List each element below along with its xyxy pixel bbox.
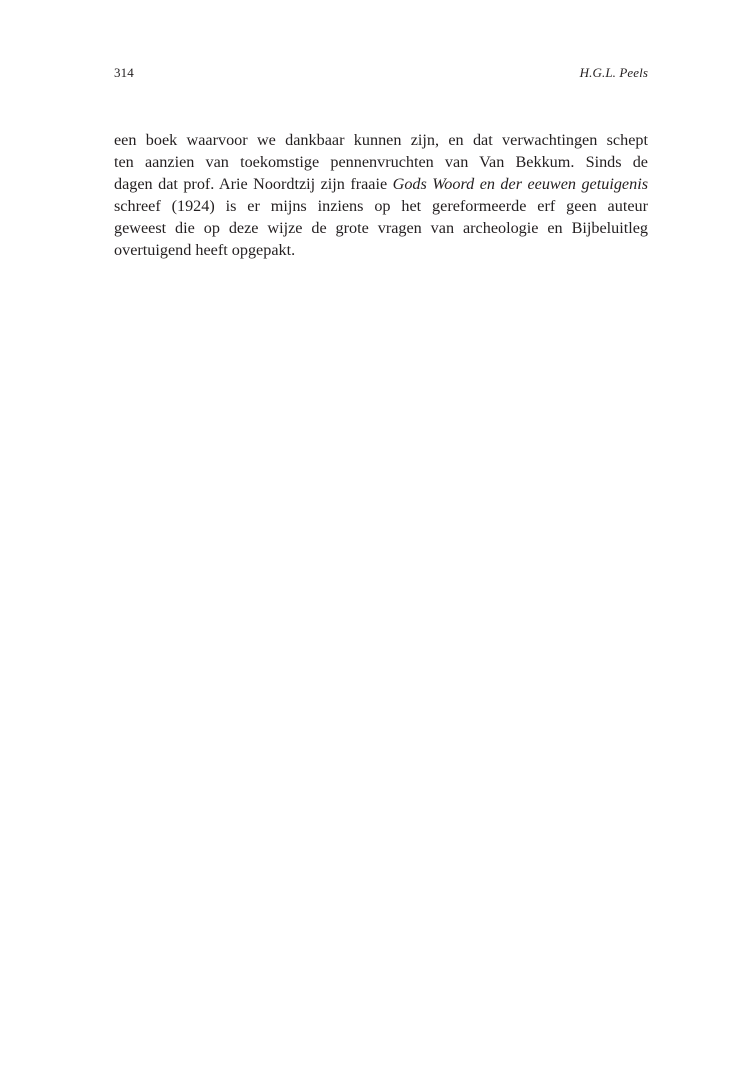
- text-line-2: ten aanzien van toekomstige pennenvruchten van Van Bekkum. Sinds de: [114, 153, 648, 171]
- text-line-3-start: dagen dat prof. Arie Noordtzij zijn fraaie: [114, 175, 393, 193]
- text-line-3: [114, 173, 648, 195]
- text-line-5: geweest die op deze wijze de grote vragen van archeologie en Bijbeluitleg: [114, 219, 648, 237]
- text-line-4: schreef (1924) is er mijns inziens op het gereformeerde erf geen auteur: [114, 197, 648, 215]
- page-number: 314: [114, 65, 134, 80]
- running-head-author: H.G.L. Peels: [579, 65, 648, 80]
- text-line-6: overtuigend heeft opgepakt.: [114, 241, 296, 259]
- book-title: Gods Woord en der eeuwen getuigenis: [392, 175, 648, 193]
- body-paragraph: [114, 129, 648, 261]
- text-line-1: een boek waarvoor we dankbaar kunnen zijn, en dat verwachtingen schept: [114, 131, 648, 149]
